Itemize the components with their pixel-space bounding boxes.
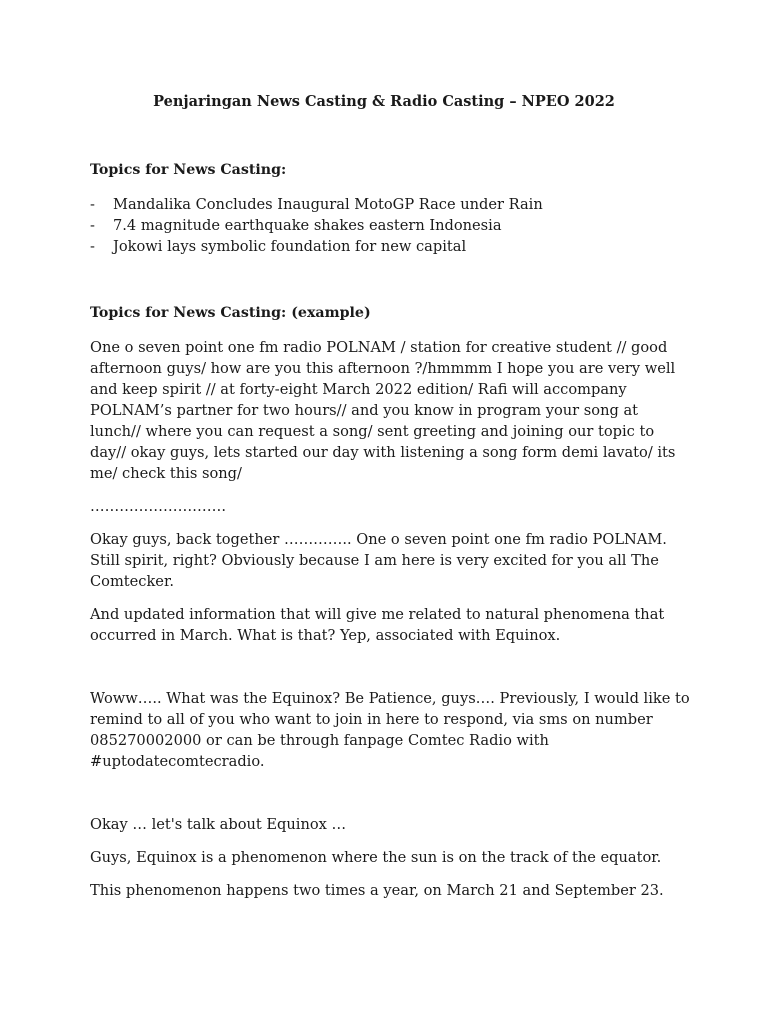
spacer [90,257,690,303]
paragraph-equinox-definition: Guys, Equinox is a phenomenon where the sun is on the track of the equator. [90,849,662,866]
topic-text: Mandalika Concludes Inaugural MotoGP Race under Rain [113,196,543,213]
list-item [90,194,690,215]
paragraph-intro: One o seven point one fm radio POLNAM / station for creative student // good afternoon guys/ how are you this afternoon ?/hmmmm I hope you are very well and keep spirit // at forty-eight March 2022 edition/ Rafi will accompany POLNAM’s partner for two hours// and you know in program your song at lunch// where you can request a song/ sent greeting and joining our topic to day// okay guys, lets started our day with listening a song form demi lavato/ its me/ check this song/ [90,339,676,482]
list-item [90,236,690,257]
paragraph-lets-talk: Okay … let's talk about Equinox … [90,816,347,833]
section-heading-topics: Topics for News Casting: [90,162,287,178]
list-bullet: - [90,238,95,255]
paragraph-equinox-frequency: This phenomenon happens two times a year, on March 21 and September 23. [90,882,664,899]
paragraph-ellipsis: ………………………. [90,498,226,515]
list-bullet: - [90,217,95,234]
document-body [90,160,690,901]
paragraph-back-together: Okay guys, back together ………….. One o seven point one fm radio POLNAM. Still spirit, right? Obviously because I am here is very excited for you all The Comtecker. [90,531,667,590]
list-bullet: - [90,196,95,213]
document-title: Penjaringan News Casting & Radio Casting – NPEO 2022 [153,93,615,110]
topic-text: Jokowi lays symbolic foundation for new capital [113,238,467,255]
topic-text: 7.4 magnitude earthquake shakes eastern Indonesia [113,217,502,234]
topic-list [90,194,690,257]
paragraph-woww: Woww….. What was the Equinox? Be Patience, guys…. Previously, I would like to remind to all of you who want to join in here to respond, via sms on number 085270002000 or can be through fanpage Comtec Radio with #uptodatecomtecradio. [90,690,690,770]
list-item [90,215,690,236]
paragraph-updated-info: And updated information that will give me related to natural phenomena that occurred in March. What is that? Yep, associated with Equinox. [90,606,665,644]
section-heading-example: Topics for News Casting: (example) [90,305,371,321]
